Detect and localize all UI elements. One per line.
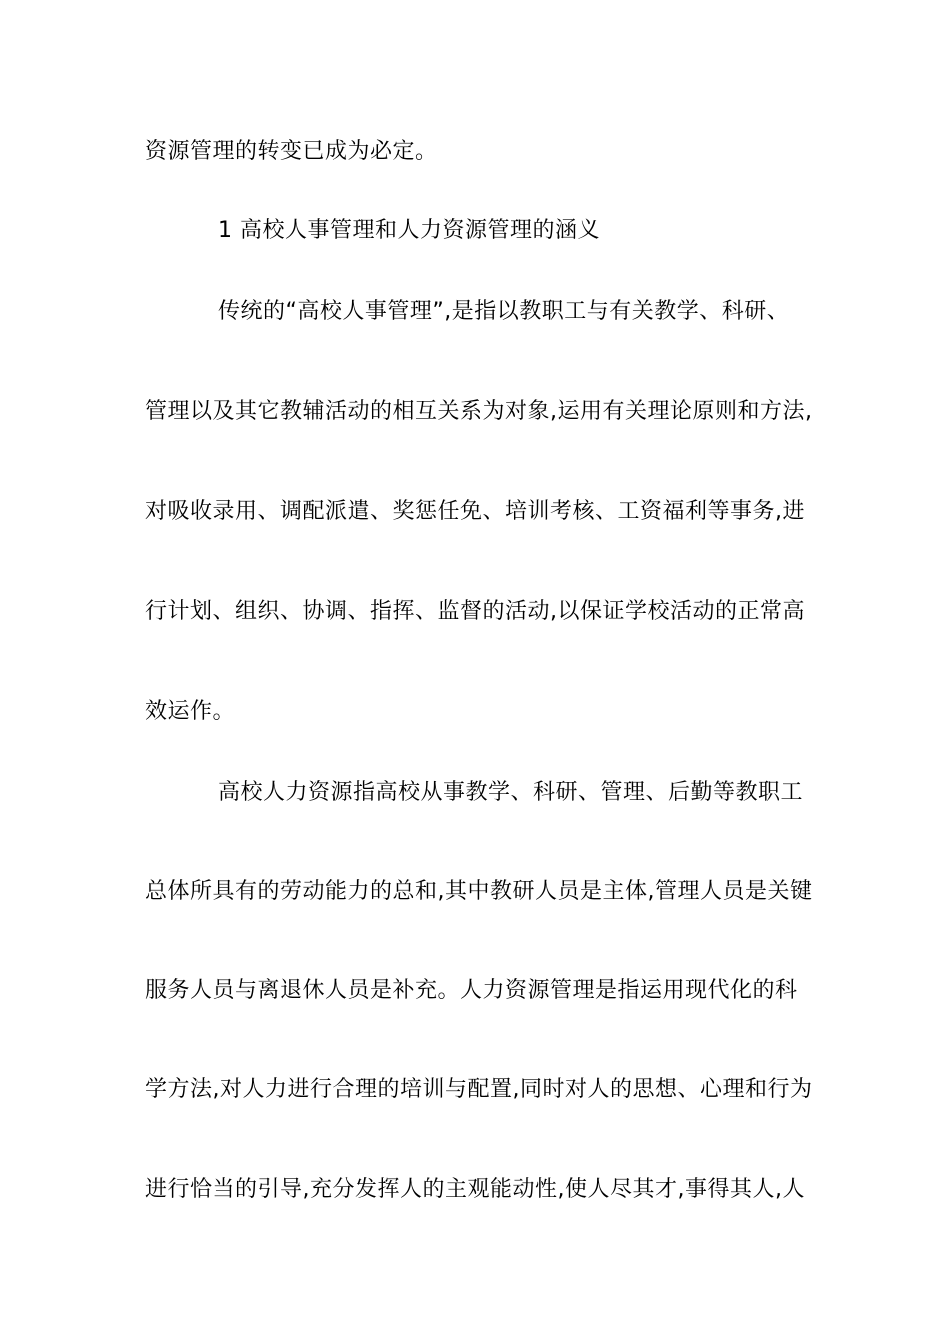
text-line-3: 传统的“高校人事管理”,是指以教职工与有关教学、科研、 [218, 299, 790, 324]
text-line-8: 高校人力资源指高校从事教学、科研、管理、后勤等教职工 [218, 780, 804, 805]
text-line-5: 对吸收录用、调配派遣、奖惩任免、培训考核、工资福利等事务,进 [145, 499, 805, 524]
text-line-9: 总体所具有的劳动能力的总和,其中教研人员是主体,管理人员是关键 [145, 879, 813, 904]
text-line-1: 资源管理的转变已成为必定。 [145, 139, 438, 164]
text-line-6: 行计划、组织、协调、指挥、监督的活动,以保证学校活动的正常高 [145, 599, 805, 624]
text-line-10: 服务人员与离退休人员是补充。人力资源管理是指运用现代化的科 [145, 978, 798, 1003]
text-line-4: 管理以及其它教辅活动的相互关系为对象,运用有关理论原则和方法, [145, 399, 813, 424]
text-line-12: 进行恰当的引导,充分发挥人的主观能动性,使人尽其才,事得其人,人 [145, 1177, 805, 1202]
text-line-7: 效运作。 [145, 699, 236, 724]
section-heading: 1 高校人事管理和人力资源管理的涵义 [218, 218, 600, 243]
text-line-11: 学方法,对人力进行合理的培训与配置,同时对人的思想、心理和行为 [145, 1077, 813, 1102]
